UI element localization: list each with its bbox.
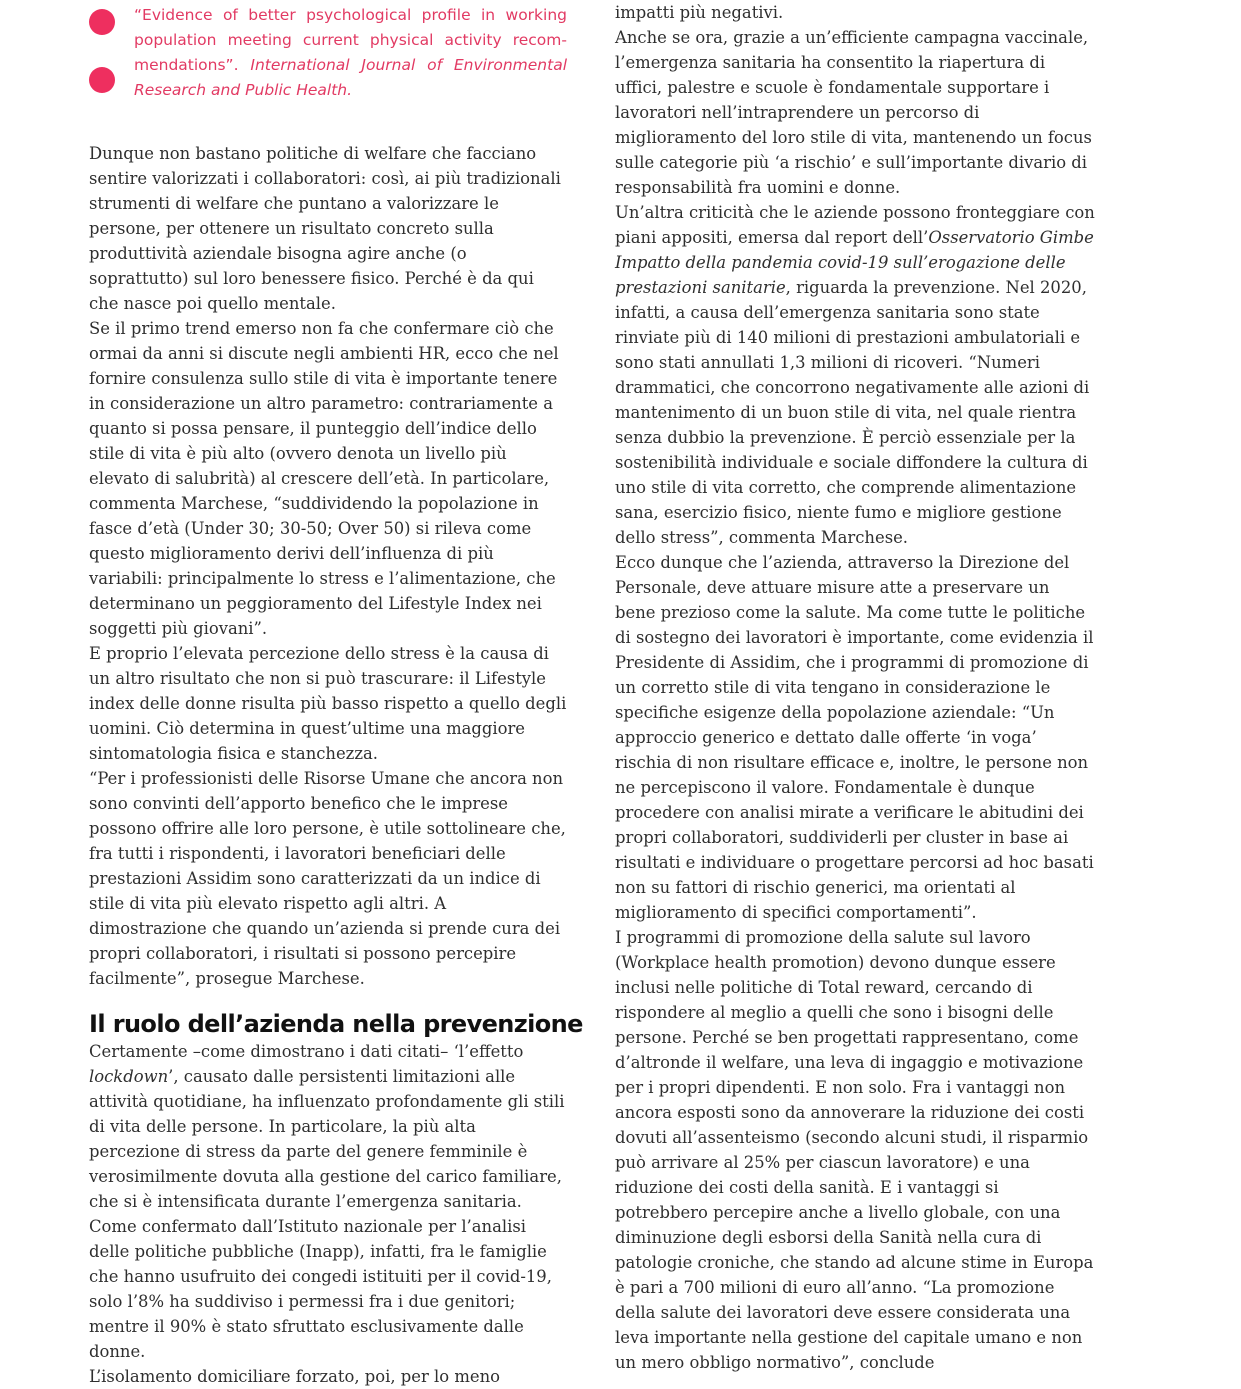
paragraph: Anche se ora, grazie a un’efficiente campagna vaccinale, l’emergenza sanitaria ha consentito la riapertura di uffici, palestre e scuole è fondamentale supportare i lavoratori nell’intraprendere un percorso di miglioramento del loro stile di vita, mantenendo un focus sulle categorie più ‘a rischio’ e sull’importante divario di responsabilità fra uomini e donne.: [615, 28, 1092, 197]
paragraph: E proprio l’elevata percezione dello stress è la causa di un altro risultato che non si può trascurare: il Lifestyle index delle donne risulta più basso rispetto a quello degli uomini. Ciò determina in quest’ultime una maggiore sintomatologia fisica e stanchezza.: [89, 644, 567, 763]
text-run: Un’altra criticità che le aziende possono fronteggiare con piani appositi, emersa dal report dell’: [615, 203, 1095, 247]
right-column: [615, 0, 1095, 1375]
reference-open-quote: “: [134, 6, 143, 24]
paragraph: I programmi di promozione della salute sul lavoro (Workplace health promotion) devono dunque essere inclusi nelle politiche di Total reward, cercando di rispondere al meglio a quelli che sono i bisogni delle persone. Perché se ben progettati rappresentano, come d’altronde il welfare, una leva di ingaggio e motivazione per i propri dipendenti. E non solo. Fra i vantaggi non ancora esposti sono da annoverare la riduzione dei costi dovuti all’assenteismo (secondo alcuni studi, il risparmio può arrivare al 25% per ciascun lavoratore) e una riduzione dei costi della sanità. E i vantaggi si potrebbero percepire anche a livello globale, con una diminuzione degli esborsi della Sanità nella cura di patologie croniche, che stando ad alcune stime in Europa è pari a 700 milioni di euro all’anno. “La promozione della salute dei lavoratori deve essere considerata una leva importante nella gestione del capitale umano e non un mero obbligo normativo”, conclude: [615, 928, 1094, 1372]
italic-term: lockdown: [89, 1067, 169, 1086]
left-column: [89, 0, 583, 1389]
paragraph: [89, 1039, 567, 1364]
reference-text: [134, 3, 567, 103]
text-run: ’, causato dalle persistenti limitazioni alle attività quotidiane, ha influenzato profondamente gli stili di vita delle persone. In particolare, la più alta percezione di stress da parte del genere femminile è verosimilmente dovuta alla gestione del carico familiare, che si è intensificata durante l’emergenza sanitaria. Come confermato dall’Istituto nazionale per l’analisi delle politiche pubbliche (Inapp), infatti, fra le famiglie che hanno usufruito dei congedi istituiti per il covid-19, solo l’8% ha suddiviso i permessi fra i due genitori; mentre il 90% è stato sfruttato esclusivamente dalle donne.: [89, 1067, 565, 1361]
paragraph: Ecco dunque che l’azienda, attraverso la Direzione del Personale, deve attuare misure atte a preservare un bene prezioso come la salute. Ma come tutte le politiche di sostegno dei lavoratori è importante, come evidenzia il Presidente di Assidim, che i programmi di promozione di un corretto stile di vita tengano in considerazione le specifiche esigenze della popolazione aziendale: “Un approccio generico e dettato dalle offerte ‘in voga’ rischia di non risultare efficace e, inoltre, le persone non ne percepiscono il valore. Fondamentale è dunque procedere con analisi mirate a verificare le abitudini dei propri collaboratori, suddividerli per cluster in base ai risultati e individuare o progettare percorsi ad hoc basati non su fattori di rischio generici, ma orientati al miglioramento di specifici comportamenti”.: [615, 553, 1094, 922]
paragraph: “Per i professionisti delle Risorse Umane che ancora non sono convinti dell’apporto benefico che le imprese possono offrire alle loro persone, è utile sottolineare che, fra tutti i rispondenti, i lavoratori beneficiari delle prestazioni Assidim sono caratterizzati da un indice di stile di vita più elevato rispetto agli altri. A dimostrazione che quando un’azienda si prende cura dei propri collaboratori, i risultati si possono percepire facilmente”, prosegue Marchese.: [89, 769, 566, 988]
left-body-text: [89, 141, 583, 1389]
reference-block: [89, 3, 567, 103]
reference-journal: International Journal of Environmental Research and Public Health.: [134, 56, 567, 99]
paragraph: Dunque non bastano politiche di welfare che facciano sentire valorizzati i collaboratori: così, ai più tradizionali strumenti di welfare che puntano a valorizzare le persone, per ottenere un risultato concreto sulla produttività aziendale bisogna agire anche (o soprattutto) sul loro benessere fisico. Perché è da qui che nasce poi quello mentale.: [89, 144, 561, 313]
paragraph: L’isolamento domiciliare forzato, poi, per lo meno: [89, 1367, 501, 1386]
text-run: , riguarda la prevenzione. Nel 2020, infatti, a causa dell’emergenza sanitaria sono state rinviate più di 140 milioni di prestazioni ambulatoriali e sono stati annullati 1,3 milioni di ricoveri. “Numeri drammatici, che concorrono negativamente alle azioni di mantenimento di un buon stile di vita, nel quale rientra senza dubbio la prevenzione. È perciò essenziale per la sostenibilità individuale e sociale diffondere la cultura di uno stile di vita corretto, che comprende alimentazione sana, esercizio fisico, niente fumo e migliore gestione dello stress”, commenta Marchese.: [615, 278, 1090, 547]
text-run: Certamente –come dimostrano i dati citati– ‘l’effetto: [89, 1042, 524, 1061]
paragraph: Se il primo trend emerso non fa che confermare ciò che ormai da anni si discute negli ambienti HR, ecco che nel fornire consulenza sullo stile di vita è importante tenere in considerazione un altro parametro: contrariamente a quanto si possa pensare, il punteggio dell’indice dello stile di vita è più alto (ovvero denota un livello più elevato di salubrità) al crescere dell’età. In particolare, commenta Marchese, “suddividendo la popolazione in fasce d’età (Under 30; 30-50; Over 50) si rileva come questo miglioramento derivi dell’influenza di più variabili: principalmente lo stress e l’alimentazione, che determinano un peggioramento del Lifestyle Index nei soggetti più giovani”.: [89, 319, 559, 638]
paragraph: impatti più negativi.: [615, 3, 784, 22]
reference-title: Evidence of better psychological profile in working population meeting current physical activity recom-mendations”.: [134, 6, 567, 74]
section-heading: Il ruolo dell’azienda nella prevenzione: [89, 1010, 583, 1038]
reference-entry: [89, 3, 567, 103]
paragraph: [615, 200, 1095, 550]
italic-report-title: Osservatorio Gimbe Impatto della pandemia covid-19 sull’erogazione delle prestazioni sanitarie: [615, 228, 1094, 297]
